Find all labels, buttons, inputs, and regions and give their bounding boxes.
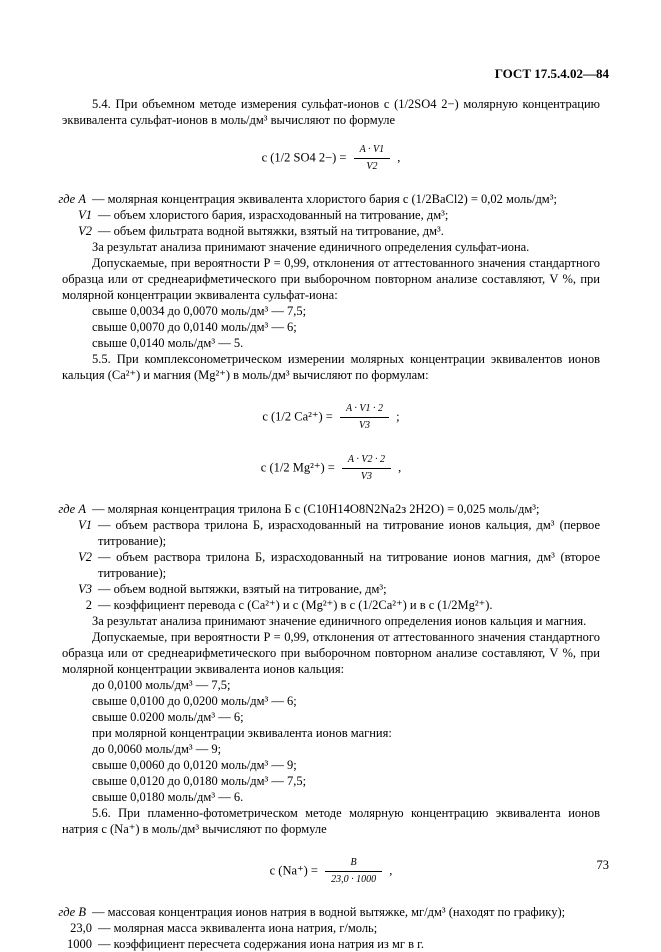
- formula-lhs: c (Na⁺) =: [269, 863, 318, 878]
- definition-row: [62, 936, 600, 952]
- definition-row: [58, 191, 600, 207]
- definition-text: — молярная концентрация эквивалента хлористого бария c (1/2BaCl2) = 0,02 моль/дм³;: [92, 192, 557, 206]
- magnesium-intro: при молярной концентрации эквивалента ионов магния:: [92, 726, 392, 740]
- definition-symbol: V1: [78, 208, 92, 222]
- formula-end: ,: [398, 460, 402, 475]
- formula-fraction: [340, 401, 389, 434]
- definition-symbol: V3: [78, 582, 92, 596]
- formula-denominator: V2: [366, 161, 378, 172]
- range-item: свыше 0,0060 до 0,0120 моль/дм³ — 9;: [92, 758, 297, 772]
- range-item: свыше 0,0100 до 0,0200 моль/дм³ — 6;: [92, 694, 297, 708]
- formula-fraction: [354, 142, 391, 175]
- calcium-formula: [62, 401, 600, 434]
- tolerance-statement: Допускаемые, при вероятности P = 0,99, отклонения от аттестованного значения стандартного образца или от среднеарифметического при выборочном повторном анализе составляют, V %, при молярной концентрации эквивалента сульфат-иона:: [62, 256, 600, 302]
- definition-text: — объем раствора трилона Б, израсходованный на титрование ионов кальция, дм³ (первое титрование);: [98, 518, 600, 548]
- formula-fraction: [342, 452, 391, 485]
- range-item: до 0,0060 моль/дм³ — 9;: [92, 742, 222, 756]
- definition-symbol: где A: [58, 502, 86, 516]
- range-item: свыше 0,0140 моль/дм³ — 5.: [92, 336, 244, 350]
- definition-row: [62, 223, 600, 239]
- definition-row: [62, 549, 600, 581]
- formula-end: ;: [396, 409, 400, 424]
- section-5-5-intro: 5.5. При комплексонометрическом измерении молярных концентрации эквивалентов ионов кальция (Ca²⁺) и магния (Mg²⁺) в моль/дм³ вычисляют по формулам:: [62, 352, 600, 382]
- formula-end: ,: [389, 863, 393, 878]
- formula-fraction: [325, 855, 382, 888]
- range-item: свыше 0,0120 до 0,0180 моль/дм³ — 7,5;: [92, 774, 307, 788]
- range-item: свыше 0.0200 моль/дм³ — 6;: [92, 710, 244, 724]
- definition-row: [62, 581, 600, 597]
- definition-text: — массовая концентрация ионов натрия в водной вытяжке, мг/дм³ (находят по графику);: [92, 905, 566, 919]
- definition-symbol: 2: [85, 598, 92, 612]
- definition-symbol: 1000: [67, 937, 92, 951]
- definition-row: [62, 920, 600, 936]
- definition-text: — коэффициент перевода c (Ca²⁺) и c (Mg²⁺) в c (1/2Ca²⁺) и в c (1/2Mg²⁺).: [98, 598, 493, 612]
- definition-symbol: где B: [58, 905, 86, 919]
- sulfate-formula: [62, 142, 600, 175]
- document-body: [58, 96, 600, 952]
- sodium-formula: [62, 855, 600, 888]
- definition-row: [58, 501, 600, 517]
- formula-denominator: V3: [360, 471, 372, 482]
- definition-symbol: 23,0: [70, 921, 92, 935]
- range-item: до 0,0100 моль/дм³ — 7,5;: [92, 678, 231, 692]
- formula-numerator: A · V1: [354, 142, 391, 159]
- definition-text: — объем фильтрата водной вытяжки, взятый на титрование, дм³.: [98, 224, 444, 238]
- section-5-6-intro: 5.6. При пламенно-фотометрическом методе молярную концентрацию эквивалента ионов натрия c (Na⁺) в моль/дм³ вычисляют по формуле: [62, 806, 600, 836]
- definition-symbol: V2: [78, 224, 92, 238]
- definition-text: — объем раствора трилона Б, израсходованный на титрование ионов магния, дм³ (второе титрование);: [98, 550, 600, 580]
- range-item: свыше 0,0180 моль/дм³ — 6.: [92, 790, 244, 804]
- formula-denominator: V3: [358, 420, 371, 431]
- definition-text: — объем водной вытяжки, взятый на титрование, дм³;: [98, 582, 387, 596]
- definition-row: [62, 597, 600, 613]
- formula-denominator: 23,0 · 1000: [331, 874, 377, 885]
- section-5-4-intro: 5.4. При объемном методе измерения сульфат-ионов c (1/2SO4 2−) молярную концентрацию эквивалента сульфат-ионов в моль/дм³ вычисляют по формуле: [62, 97, 600, 127]
- definition-row: [58, 904, 600, 920]
- definition-symbol: где A: [58, 192, 86, 206]
- result-statement: За результат анализа принимают значение единичного определения сульфат-иона.: [92, 240, 530, 254]
- page-number: 73: [596, 858, 609, 872]
- range-item: свыше 0,0070 до 0,0140 моль/дм³ — 6;: [92, 320, 297, 334]
- standard-code-header: ГОСТ 17.5.4.02—84: [494, 66, 609, 81]
- result-statement: За результат анализа принимают значение единичного определения ионов кальция и магния.: [92, 614, 587, 628]
- definition-symbol: V2: [78, 550, 92, 564]
- definition-row: [62, 207, 600, 223]
- definition-text: — молярная концентрация трилона Б c (C10H14O8N2Na2з 2H2O) = 0,025 моль/дм³;: [92, 502, 540, 516]
- tolerance-statement: Допускаемые, при вероятности P = 0,99, отклонения от аттестованного значения стандартного образца или от среднеарифметического при выборочном повторном анализе составляют, V %, при молярной концентрации эквивалента ионов кальция:: [62, 630, 600, 676]
- formula-numerator: A · V2 · 2: [342, 452, 391, 469]
- definition-text: — молярная масса эквивалента иона натрия, г/моль;: [98, 921, 378, 935]
- definition-text: — объем хлористого бария, израсходованный на титрование, дм³;: [98, 208, 449, 222]
- formula-lhs: c (1/2 Mg²⁺) =: [260, 460, 335, 475]
- magnesium-formula: [62, 452, 600, 485]
- range-item: свыше 0,0034 до 0,0070 моль/дм³ — 7,5;: [92, 304, 307, 318]
- formula-numerator: B: [325, 855, 382, 872]
- definition-symbol: V1: [78, 518, 92, 532]
- formula-end: ,: [397, 150, 401, 165]
- formula-lhs: c (1/2 SO4 2−) =: [261, 150, 347, 165]
- definition-text: — коэффициент пересчета содержания иона натрия из мг в г.: [98, 937, 425, 951]
- formula-numerator: A · V1 · 2: [340, 401, 389, 418]
- formula-lhs: c (1/2 Ca²⁺) =: [262, 409, 333, 424]
- definition-row: [62, 517, 600, 549]
